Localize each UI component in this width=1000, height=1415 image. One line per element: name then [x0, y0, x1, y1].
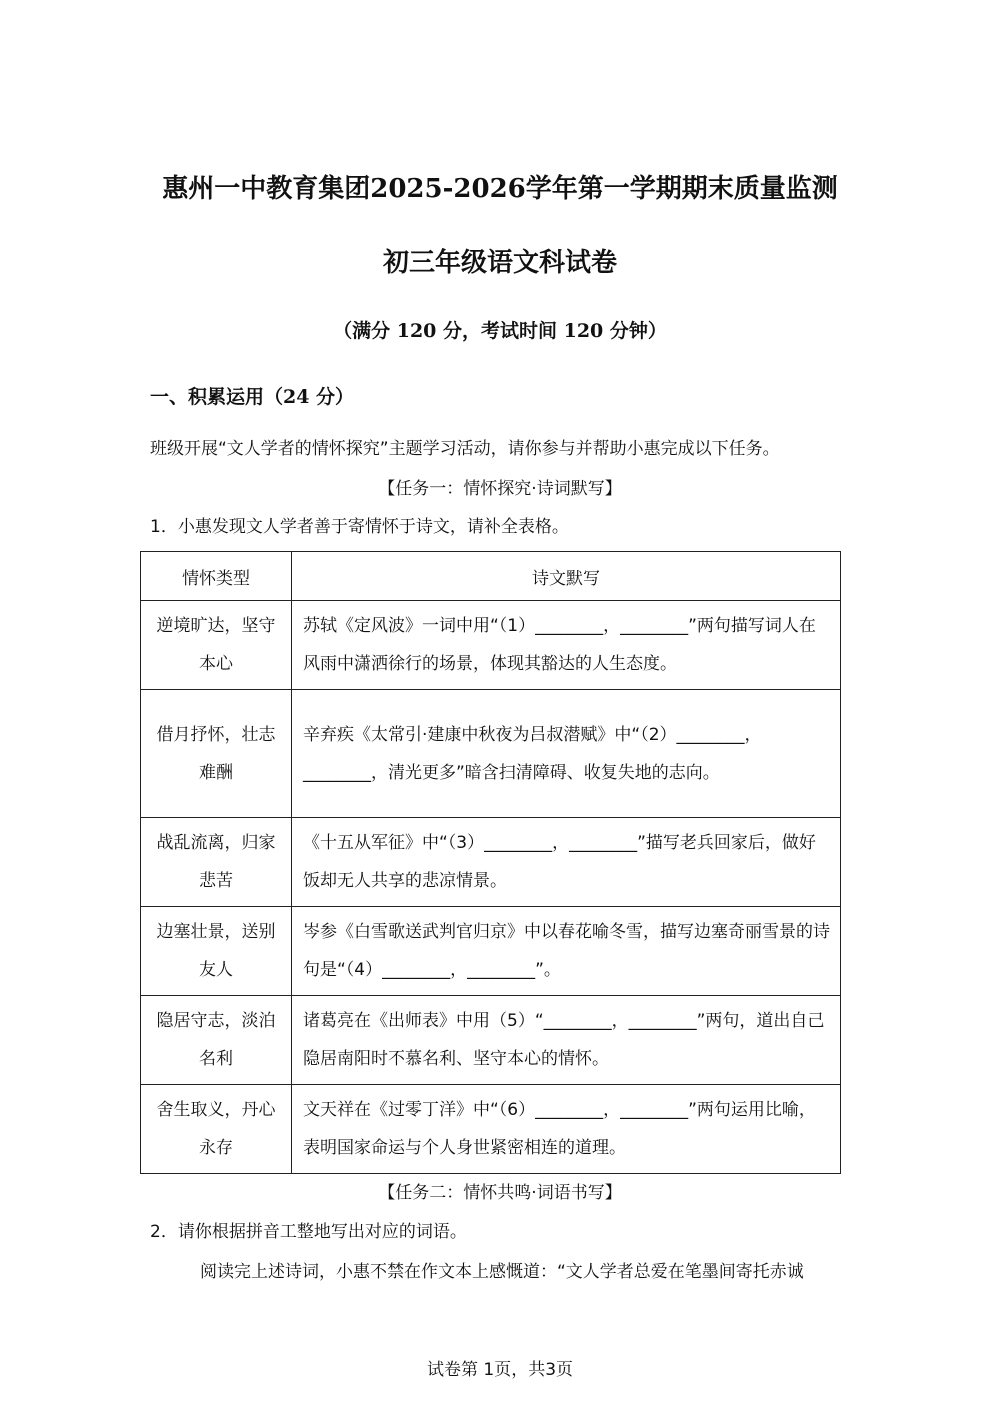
question-one: 1．小惠发现文人学者善于寄情怀于诗文，请补全表格。: [150, 517, 569, 537]
type-line: 舍生取义，丹心: [156, 1100, 276, 1120]
content-cell: 岑参《白雪歌送武判官归京》中以春花喻冬雪，描写边塞奇丽雪景的诗句是“（4）________，________”。: [292, 907, 841, 996]
section-heading: 一、积累运用（24 分）: [150, 386, 355, 408]
content-cell: 辛弃疾《太常引·建康中秋夜为吕叔潜赋》中“（2）________，________，清光更多”暗含扫清障碍、收复失地的志向。: [292, 690, 841, 818]
activity-intro: 班级开展“文人学者的情怀探究”主题学习活动，请你参与并帮助小惠完成以下任务。: [150, 439, 780, 459]
question-two: 2．请你根据拼音工整地写出对应的词语。: [150, 1222, 467, 1242]
poem-table: [140, 551, 841, 1174]
table-header-type: 情怀类型: [141, 552, 292, 601]
type-cell: [141, 690, 292, 818]
type-line: 借月抒怀，壮志: [156, 724, 276, 745]
table-row: [141, 818, 841, 907]
type-cell: [141, 818, 292, 907]
exam-note: （满分 120 分，考试时间 120 分钟）: [333, 320, 667, 342]
type-line: 友人: [199, 960, 233, 980]
task-one-heading: 【任务一：情怀探究·诗词默写】: [378, 479, 622, 499]
type-cell: [141, 996, 292, 1085]
type-line: 悲苦: [199, 871, 233, 891]
exam-title: 惠州一中教育集团2025-2026学年第一学期期末质量监测: [162, 174, 838, 204]
type-line: 永存: [199, 1138, 233, 1158]
type-line: 战乱流离，归家: [156, 833, 276, 853]
table-row: [141, 690, 841, 818]
content-cell: 文天祥在《过零丁洋》中“（6）________，________”两句运用比喻，表明国家命运与个人身世紧密相连的道理。: [292, 1085, 841, 1174]
content-cell: 诸葛亮在《出师表》中用（5）“________，________”两句，道出自己隐居南阳时不慕名利、坚守本心的情怀。: [292, 996, 841, 1085]
page-footer: 试卷第 1页，共3页: [426, 1360, 574, 1380]
task-two-heading: 【任务二：情怀共鸣·词语书写】: [378, 1183, 622, 1203]
table-row: [141, 601, 841, 690]
table-row: [141, 996, 841, 1085]
table-row: [141, 907, 841, 996]
content-cell: 《十五从军征》中“（3）________，________”描写老兵回家后，做好饭却无人共享的悲凉情景。: [292, 818, 841, 907]
type-cell: [141, 907, 292, 996]
content-cell: 苏轼《定风波》一词中用“（1）________，________”两句描写词人在风雨中潇洒徐行的场景，体现其豁达的人生态度。: [292, 601, 841, 690]
type-line: 边塞壮景，送别: [156, 922, 276, 942]
reflection-paragraph: 阅读完上述诗词，小惠不禁在作文本上感慨道：“文人学者总爱在笔墨间寄托赤诚: [200, 1262, 804, 1282]
table-row: [141, 1085, 841, 1174]
type-cell: [141, 601, 292, 690]
type-line: 隐居守志，淡泊: [156, 1011, 276, 1031]
type-line: 本心: [199, 654, 233, 674]
table-header-row: [141, 552, 841, 601]
type-line: 名利: [199, 1049, 233, 1069]
type-cell: [141, 1085, 292, 1174]
table-header-content: 诗文默写: [292, 552, 841, 601]
type-line: 逆境旷达，坚守: [156, 616, 276, 636]
type-line: 难酬: [199, 762, 233, 783]
exam-subtitle: 初三年级语文科试卷: [382, 248, 617, 278]
